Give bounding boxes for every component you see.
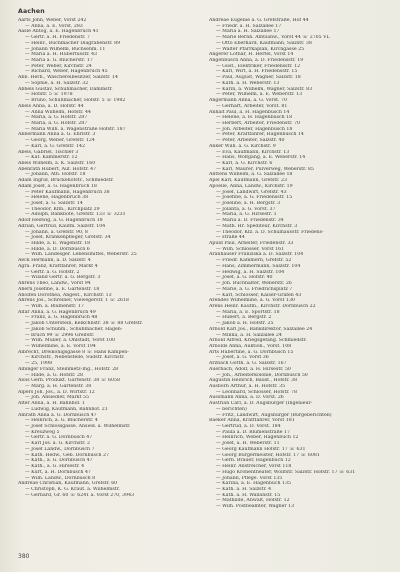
directory-entry: Arnold Karl Jos., Bankdirektor, Salzallee 24 — [209, 326, 313, 332]
directory-entry: Alois Gerh. Produkt. Gartenstr. 38 ☏ 6058 — [18, 378, 120, 384]
directory-entry: — Anna, a. E. Vorst, 283 — [25, 23, 83, 29]
directory-entry: — Hilde, a. E. Wagenstr. 18 — [25, 241, 91, 247]
directory-entry: — Kat. Kammerstr. 12 — [25, 155, 78, 161]
directory-entry: Andreae Christian, Kaufmann, Grefstr. 60 — [18, 481, 118, 487]
directory-entry: Ausborn Arthur, a. H. Hofstr. 35 — [209, 384, 286, 389]
directory-entry: Aasle Antog, a. E. Hagenbruch 41 — [18, 29, 99, 35]
directory-entry: — Maria Wilh. a. Wagenstraße Hofstr. 187 — [25, 126, 126, 132]
directory-entry: Angerer Lothar, H. Hertel, Vorst 14 — [209, 52, 294, 58]
directory-entry: Angermann Anna, a. G. Vorst. 70 — [209, 98, 287, 104]
directory-entry: — Wiland Gertr. a. G. Bergstr. 3 — [25, 275, 101, 281]
running-head: Aachen — [18, 8, 45, 15]
directory-entry: — Maria a. G. Blücherstr. 17 — [25, 58, 93, 64]
directory-entry: Adam Josef, a. G. Hagenbruch 18 — [18, 183, 97, 189]
column-left — [18, 18, 197, 548]
directory-entry: — Helene, a. H. Hagenbusch 18 — [216, 115, 293, 121]
directory-entry: Adrian, Gertrud, Kaufm. Salzstr. 104 — [18, 223, 106, 229]
directory-entry: — Jakob Schuhm., Schuhmacher, Hagen- — [25, 326, 123, 332]
directory-entry: Abenrath Hubert, Auf. Hofstr. 47 — [18, 166, 97, 172]
directory-entry: Albinger Franz, Steinmetz-Ing., Hofstr. 28 — [18, 366, 119, 372]
directory-entry: Arnold Alfred, Kriegsgefang. Schmiedstr. — [209, 338, 307, 344]
directory-entry: — Johann Wilhelm, Büchsenm. 11 — [25, 46, 106, 52]
directory-entry: — Joseline, a. H. Bergstr. 3 — [216, 201, 281, 206]
directory-entry: — straße 44 — [216, 235, 245, 241]
directory-entry: — Hilde, a. D. Dornbusch 6 — [25, 246, 90, 252]
directory-entry: Ahern Josefine, a. E. Gartenstr. 18 — [18, 286, 100, 292]
directory-entry: — Hans, Wolfgang, a. E. Weberstr. 14 — [216, 155, 306, 161]
directory-entry: — Gerhard, Gr. 60 ☏ 6241 a. Vorst 270, 3943 — [25, 492, 135, 498]
directory-entry: — Georg Bürgermeister, Hofstr. 17 ☏ 6081 — [216, 452, 320, 458]
directory-entry: — Karl, Wirt, a. H. Friedensstr. 15 — [216, 69, 298, 75]
directory-entry: — Wilh. Schlosser, Vorst 161 — [216, 246, 285, 252]
directory-entry: — Josef, a. G. Vorst 36 — [216, 355, 269, 361]
directory-entry: — Minna, a. H. Salzallee 24 — [216, 332, 282, 338]
directory-entry: Arts Hubertine, a. G. Dornbusch 15 — [209, 349, 294, 355]
directory-entry: — Maria, a. E. Sportstr. 18 — [216, 309, 280, 315]
directory-entry: — Kath. a. H. Wallanstr. 15 — [216, 492, 281, 498]
directory-entry: Arnolds Anna, Auktion., Vorst. 108 — [209, 343, 292, 349]
directory-entry: — Wilh. Postbeamter, Wagner 13 — [216, 504, 295, 510]
directory-entry: Abels Anna, a. D. Hofstr. 44 — [18, 103, 84, 109]
directory-entry: Austrian Carl, a. D. Augsburger (Ingenieur- — [209, 401, 313, 407]
directory-entry: — Georg, Weber, Grefstr. 124 — [25, 138, 95, 144]
directory-entry: Aarts John, Weber, Vorst 242 — [18, 18, 87, 23]
directory-entry: — Josef, a. H. Weberstr. 11 — [216, 441, 280, 447]
directory-entry: — Jolanta, a. G. Vorst. 37 — [216, 206, 276, 212]
directory-entry: — Otto Eberhard, Kaufmann, Salzstr. 38 — [216, 40, 312, 46]
directory-entry: — Karl, Schlosser, Kaiser-Grafen 43 — [216, 292, 302, 298]
directory-entry: — Friedr. a. H. Salzallee 17 — [216, 23, 282, 29]
directory-entry: — Mathilde, Anwalt, Hofstr. 12 — [216, 498, 290, 504]
directory-entry: — Marie Bernh. Amtsanw., Vorst 44 ☏ 2705 VL — [216, 35, 330, 41]
column-right — [209, 18, 388, 548]
directory-entry: — Peter, Weber, Kirchstr. 24 — [25, 63, 92, 69]
directory-entry: — Maria, a. G. Hofstr. 287 — [25, 115, 88, 121]
directory-entry: — Wilh. Müller, a. Ohlstadt, Vorst 100 — [25, 338, 116, 344]
directory-entry: — Georg Kaufmann Hofstr. 17 ☏ 631 — [216, 446, 306, 452]
directory-entry: — Joh. Arbeiter, Hagenbusch 18 — [216, 126, 293, 132]
directory-entry: — Fritz, Landwirt, Augsburger (Bürgeberichten) — [216, 412, 332, 418]
directory-entry: — Wilh. Landw., Dornbusch 8 — [25, 475, 96, 481]
directory-entry: — Johann, a. Grefstr. 90, 8 — [25, 229, 88, 235]
directory-entry: — Karl, a. G. Grefstr. 142 — [25, 143, 85, 149]
directory-entry: — Josef, a. G. Hofstr. 40 — [216, 275, 273, 281]
directory-entry: — Kurt, a. H. Dornbusch 47 — [25, 469, 91, 475]
directory-entry: — Wilh. Landesger. Lebensmittel, Weberstr. 25 — [25, 252, 137, 258]
directory-entry: — Sophie, a. H. Salzstr. 32 — [25, 80, 89, 86]
directory-entry: — Josefine, a. G. Friedensstr. 15 — [216, 195, 293, 201]
directory-entry: Auerbach, Adolf, a. H. Hirsestr. 50 — [209, 366, 291, 372]
directory-entry: — Heinr. Anstreicher, Vorst 118 — [216, 464, 292, 470]
directory-entry: Arzbach Gotth. a. G. Salzstr. 167 — [209, 361, 287, 367]
directory-entry: — Kath., a. G. Dornbusch 47 — [25, 458, 93, 464]
directory-entry: — Gerhart, Arbeiter, Vorst. 81 — [216, 103, 288, 109]
directory-entry: — 25, 1998 — [25, 361, 53, 367]
directory-entry: — Hugo Kronentheater, Wollfstr. Salzstr. Hofstr. 17 ☏ 631 — [216, 469, 356, 475]
directory-entry: — Bruno, Schuhmacher, Hofstr. 5 ☏ 1982 — [25, 98, 126, 104]
directory-entry: — Wilh. a. Blumenstr. 17 — [25, 303, 84, 309]
directory-entry: Alpers Joh. Jos., a. D. Wirtstr. 12 — [18, 389, 95, 395]
directory-entry: — Maria, a. G. Hofstr. 287 — [25, 120, 88, 126]
directory-entry: — Kath. a. H. Weberstr. 13 — [216, 80, 280, 86]
directory-entry: Amrath Anna a. G. Dornbusch 47 — [18, 412, 97, 418]
directory-entry: — Kath. Hedw., Geb. Dornbusch 27 — [25, 452, 110, 458]
directory-entry: — Karin, a. Wilhelm, Wagner, Salzstr. 83 — [216, 86, 313, 92]
directory-entry: Apel Karl, Kaufmann, Grefstr. 23 — [209, 178, 287, 184]
directory-entry: — Hedwig, a. H. Salzstr. 104 — [216, 269, 285, 275]
directory-entry: Aranhauser Franziska a. D. Salzstr. 104 — [209, 252, 304, 258]
directory-entry: — Peter, Kraftfahrer, Hagenbusch 14 — [216, 132, 304, 138]
directory-entry: — Marie, a. G. Friedrichsplatz 7 — [216, 286, 293, 292]
directory-entry: — Karl, Maurer, Pulverweg, Weberstr. 85 — [216, 166, 314, 172]
directory-entry: — Theodor, Kfm., Kirchplatz 29 — [25, 206, 100, 212]
directory-entry: Agra. Franz, Kraftfahrer, Markt 4 — [18, 263, 98, 269]
directory-entry: — Josef Schlossgasse, Ansied. a. Wilhelmstr. — [25, 424, 131, 430]
directory-entry: — Josef, Landwirt, Grefstr. 43 — [216, 189, 287, 195]
directory-entry: Alfar Anna, a. G. Hagenbruch 49 — [18, 309, 96, 315]
directory-entry: Arens Heinr. Kaufm., Kirchstr. Dornbusch 22 — [209, 303, 316, 309]
directory-entry: Abbermann Anna a. G. Ehrlstr. 3 — [18, 132, 96, 138]
directory-entry: — Richard, Weber, Hagenbruch 45 — [25, 69, 108, 75]
directory-entry: — Jakob Unterstein, Kelkchhstr. 38 ☏ 88 Grefstr. — [25, 321, 143, 327]
directory-entry: — Paul, August, Wagner, Salzstr. 18 — [216, 75, 301, 81]
directory-entry: Anker Wilh. a. G. Kirchstr. 9 — [209, 143, 276, 149]
directory-entry: — Marg. a. H. Gartenstr. 38 — [25, 384, 92, 389]
directory-entry: — Helene, Hagenbruch 38 — [25, 195, 89, 201]
directory-entry: — Math. Hr. Spediteur, Kirchstr. 3 — [216, 223, 298, 229]
directory-entry: Abb. Herb., Wäschereibesitzer, Salzstr. 14 — [18, 75, 118, 81]
directory-entry: Ahrens Theo, Landw., Vorst 94 — [18, 281, 91, 287]
directory-entry: — Friedr. Kammern, Grefstr. 52 — [216, 258, 292, 264]
directory-entry: — Karl Jos. a. G. Kirchstr. 2 — [25, 441, 90, 447]
directory-entry: Anhalt Paul, a. H. Hagenbusch 14 — [209, 109, 290, 115]
directory-entry: — Josef Landw., Dornbusch 7 — [25, 446, 95, 452]
directory-entry: — Theodor, Kfz. a. D. Schulhausstr. Friedens- — [216, 229, 324, 235]
directory-entry: Alter Anna, a. H. Bahnhof. 1 — [18, 401, 85, 407]
directory-entry: — Eva, Kaufmann, Kirchstr. 13 — [216, 149, 290, 155]
directory-entry: — Franz, a. G. Hagenbruch 48 — [25, 315, 98, 321]
directory-entry: — Leonhard, Schlosser, Hofstr. 78 — [216, 389, 298, 395]
directory-entry: — Maria, a. G. Hirsestr. 1 — [216, 212, 277, 218]
directory-entry: — Joh. Buchhalter, Weberstr. 26 — [216, 281, 292, 287]
directory-entry: Abels, Gabriel, Tischler 3 — [18, 149, 79, 155]
directory-entry: — Johann, Pflege. Vorst 135 — [216, 475, 283, 481]
directory-entry: Adolf Hedwig, a. G. Hagenbruch 18 — [18, 218, 103, 224]
directory-entry: — Josef, a. G. Salzstr. 14 — [25, 201, 83, 206]
directory-entry: Augustin Heinrich, Baust., Hofstr. 38 — [209, 378, 298, 384]
directory-entry: Arendes Wilhelmine, a. G. Vorst 130 — [209, 298, 295, 304]
directory-entry: — Gertr. a. G. Dornbusch 47 — [25, 435, 93, 441]
page-number: 380 — [18, 553, 30, 560]
directory-entry: Ahrens Jos., Schreiner, Viewegerstr. 1 ☏ 2618 — [18, 298, 129, 304]
directory-entry: — Maria a. H. Salzallee 17 — [216, 29, 280, 35]
directory-entry: — Kath. a. H. Salzstr. 4 — [216, 486, 272, 492]
directory-entry: — Peter, Wilhelm, a. E. Weberstr. 13 — [216, 92, 303, 98]
directory-entry: — Hilde, a. G. Hofstr. 28 — [25, 372, 83, 378]
directory-entry: Abbels Gustav, Schuhmacher, Dammstr. — [18, 86, 113, 92]
directory-entry: — Herbert, Arbeiter, Friedenstr. 70 — [216, 120, 300, 126]
directory-entry: — Gerh. Brauer, Hagenbuch 12 — [216, 458, 291, 464]
directory-entry: — Maria a. H. Hubertusstr. 43 — [25, 52, 98, 58]
directory-entry: — Paula a. D. Blumenstraße 17 — [216, 429, 290, 435]
directory-entry: Apuld Paul, Arbeiter, Friedenstr. 33 — [209, 241, 294, 247]
directory-entry: Angenbusch Anna, a. D. Friedensstr. 19 — [209, 58, 304, 64]
directory-entry: — Hubert, a. Bergstr. 2 — [216, 315, 272, 321]
directory-entry: Anttens Wilhelm, a. G. Salzallee 18 — [209, 172, 293, 178]
directory-entry: — Heinrich, Weber, Hagenbuch 12 — [216, 435, 299, 441]
directory-entry: Albrecht, Dreikönigsgasse 8 ☏ Hans Kampen- — [18, 349, 129, 355]
directory-entry: — Gertrud, a. D. Vorst. 184 — [216, 424, 281, 430]
directory-entry: — Johann, Ath. Hofstr. 18 — [25, 172, 86, 178]
directory-entry: — Walter Pfarrkaplan, Kirchgasse 25 — [216, 46, 305, 52]
directory-entry: — Karina, a. E. Hagenbuch 135 — [216, 481, 291, 487]
directory-entry: — Kath., a. G. Hirsestr. 4 — [25, 464, 85, 470]
directory-entry: Aeck Hermann, a. D. Salzstr. 4 — [18, 258, 91, 264]
directory-entry: — Kreuzweg 5 — [25, 429, 60, 435]
directory-columns — [18, 18, 388, 548]
directory-entry: — Jakob a. H. Hofstr. 25 — [216, 321, 274, 327]
directory-entry: — berichten) — [216, 406, 247, 412]
directory-entry: — Wilhelmine, a. E. Vorst 194 — [25, 343, 96, 349]
directory-entry: — Heinrich, a. G. Blücherstr. 4 — [25, 418, 98, 424]
directory-entry: — Adolph, Bankbote, Grefstr. 133 ☏ 3231 — [25, 212, 126, 218]
directory-entry: — Maria a. D. Friedenstr. 34 — [216, 218, 284, 224]
directory-entry: — Karl, a. G. Kirchstr. 6 — [216, 160, 273, 166]
directory-entry: — Christoph, K. G. Kraut. a. Wilhelmstr. — [25, 486, 120, 492]
directory-entry: — Gertr. a. G. Hofstr. 2 — [25, 269, 80, 275]
directory-entry: — Joh., Arbeiterkolonie, Dornbusch 50 — [216, 372, 308, 378]
directory-entry: Aussmann Anna, a. D. Vorst. 26 — [209, 395, 284, 401]
directory-entry: Andreae Eugenie a. G. Grefstraße, Hof 44 — [209, 18, 309, 23]
directory-entry: Baeker Anna, Kraftfahrer, Vorst 181 — [209, 418, 295, 424]
directory-entry: — Gust., Elektriker, Friedensstr. 12 — [216, 63, 301, 69]
directory-entry: — Peter, Arbeiter, Salzstr. 40 — [216, 138, 285, 144]
directory-entry: Adam Ingrid, Brückehofstr., Schmiedstr. — [18, 178, 114, 184]
directory-entry: — Anna Wilhelm, Hofstr. 44 — [25, 109, 91, 115]
directory-entry: — Joh. Ansiedler, Markt 55 — [25, 395, 89, 401]
directory-entry: — Hans, Zimmermann, Salzstr. 104 — [216, 263, 301, 269]
directory-entry: — bruch 99 ☏ 2996 Greifstr. — [25, 332, 95, 338]
directory-entry: — Hofstr. 5 ☏ 1978 — [25, 92, 73, 98]
directory-entry: — Gertr. a. H. Friedenstr. 7 — [25, 35, 90, 41]
directory-entry: Apoelle, Anna, Landw., Kirchstr. 19 — [209, 183, 293, 189]
directory-entry: — Peter Kaufmann, Hagenbruch 38 — [25, 189, 110, 195]
directory-entry: — Heinr., Buchmacher Diagrabenstr. 89 — [25, 40, 121, 46]
directory-entry: — Ludwig, Kaufmann, Bahnhof. 21 — [25, 406, 108, 412]
directory-entry: Aholfen Dorothea, Angest., Kirchstr. 13 — [18, 292, 112, 298]
directory-entry: — Kirchstr., Nebenstelle, Südstr. Kirchstr. — [25, 355, 125, 361]
directory-entry: — Josef, Krankenpfleger, Grefstr. 34 — [25, 235, 111, 241]
directory-entry: Abels Wilhelm, a. K. Salzstr. 160 — [18, 160, 96, 166]
